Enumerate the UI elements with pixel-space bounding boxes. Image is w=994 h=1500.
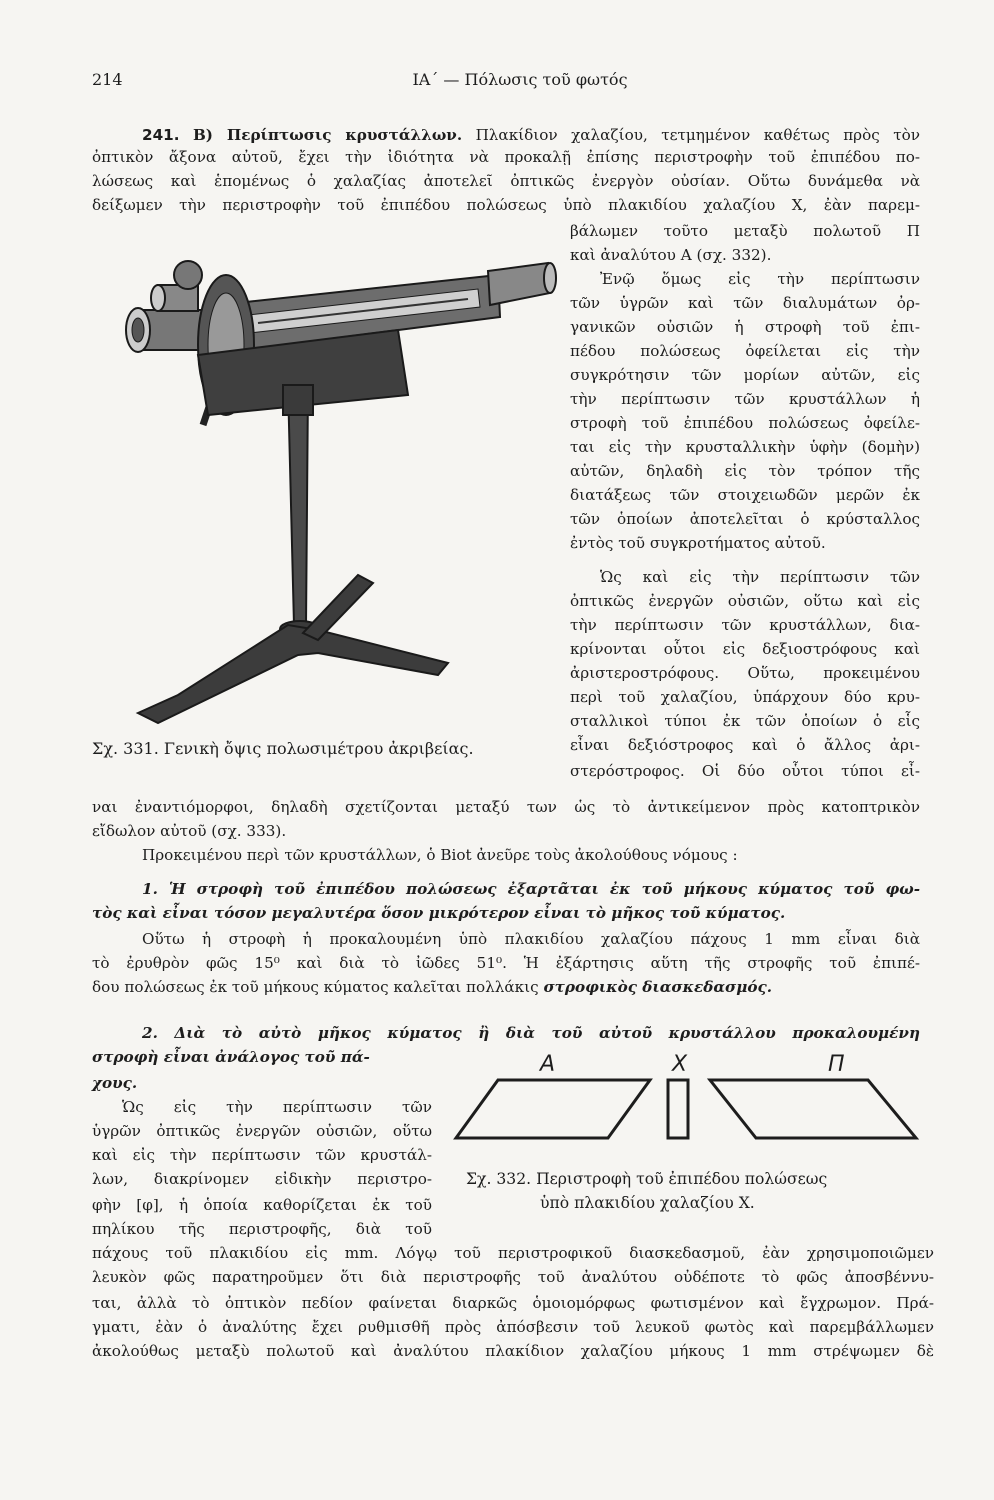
- body-line: δείξωμεν τὴν περιστροφὴν τοῦ ἐπιπέδου πολώσεως ὑπὸ πλακιδίου χαλαζίου Χ, ἐὰν παρεμ-: [92, 196, 920, 214]
- left-column-line: πηλίκου τῆς περιστροφῆς, διὰ τοῦ: [92, 1220, 432, 1238]
- law-2-heading-cont: στροφὴ εἶναι ἀνάλογος τοῦ πά-: [92, 1048, 370, 1066]
- body-line: λώσεως καὶ ἑπομένως ὁ χαλαζίας ἀποτελεῖ ὀπτικῶς ἐνεργὸν οὐσίαν. Οὕτω δυνάμεθα νὰ: [92, 172, 920, 190]
- right-column-line: πέδου πολώσεως ὀφείλεται εἰς τὴν: [570, 342, 920, 360]
- running-title: ΙΑ΄ — Πόλωσις τοῦ φωτός: [412, 70, 628, 89]
- right-column-line: περὶ τοῦ χαλαζίου, ὑπάρχουν δύο κρυ-: [570, 688, 920, 706]
- body-line: ται, ἀλλὰ τὸ ὀπτικὸν πεδίον φαίνεται διαρκῶς ὁμοιομόρφως φωτισμένον καὶ ἔγχρωμον. Πρά-: [92, 1294, 934, 1312]
- right-column-line: ἀριστεροστρόφους. Οὕτω, προκειμένου: [570, 664, 920, 682]
- left-column-line: καὶ εἰς τὴν περίπτωσιν τῶν κρυστάλ-: [92, 1146, 432, 1164]
- figure-332-caption: Σχ. 332. Περιστροφὴ τοῦ ἐπιπέδου πολώσεως: [466, 1170, 828, 1188]
- left-column-line: Ὡς εἰς τὴν περίπτωσιν τῶν: [122, 1098, 432, 1116]
- right-column-line: κρίνονται οὗτοι εἰς δεξιοστρόφους καὶ: [570, 640, 920, 658]
- objective-end: [488, 263, 550, 305]
- page-number: 214: [92, 70, 123, 89]
- right-column-line: γανικῶν οὐσιῶν ἡ στροφὴ τοῦ ἐπι-: [570, 318, 920, 336]
- polarimeter-figure: [98, 245, 568, 735]
- figure-332: [450, 1078, 930, 1148]
- analyzer-plate: [456, 1080, 650, 1138]
- right-column-line: τὴν περίπτωσιν τῶν κρυστάλλων ἡ: [570, 390, 920, 408]
- right-column-line: διατάξεως τῶν στοιχειωδῶν μερῶν ἐκ: [570, 486, 920, 504]
- left-column-line: ὑγρῶν ὀπτικῶς ἐνεργῶν οὐσιῶν, οὕτω: [92, 1122, 432, 1140]
- right-column-line: ται εἰς τὴν κρυσταλλικὴν ὑφὴν (δομὴν): [570, 438, 920, 456]
- law-2-heading: 2. Διὰ τὸ αὐτὸ μῆκος κύματος ἢ διὰ τοῦ αὐτοῦ κρυστάλλου προκαλουμένη: [142, 1024, 920, 1042]
- body-line: ἀκολούθως μεταξὺ πολωτοῦ καὶ ἀναλύτου πλακίδιον χαλαζίου μήκους 1 mm στρέψωμεν δὲ: [92, 1342, 934, 1360]
- right-column-line: αὐτῶν, δηλαδὴ εἰς τὸν τρόπον τῆς: [570, 462, 920, 480]
- right-column-line: σταλλικοὶ τύποι ἐκ τῶν ὁποίων ὁ εἷς: [570, 712, 920, 730]
- right-column-line: τῶν ὑγρῶν καὶ τῶν διαλυμάτων ὀρ-: [570, 294, 920, 312]
- right-column-line: καὶ ἀναλύτου Α (σχ. 332).: [570, 246, 772, 264]
- right-column-line: εἶναι δεξιόστροφος καὶ ὁ ἄλλος ἀρι-: [570, 736, 920, 754]
- body-line: πάχους τοῦ πλακιδίου εἰς mm. Λόγῳ τοῦ περιστροφικοῦ διασκεδασμοῦ, ἐὰν χρησιμοποιῶμεν: [92, 1244, 934, 1262]
- stand-column: [288, 385, 308, 625]
- polarizer-plate: [710, 1080, 916, 1138]
- left-column-line: λων, διακρίνομεν εἰδικὴν περιστρο-: [92, 1170, 432, 1188]
- label-polarizer: Π: [828, 1052, 845, 1077]
- right-column-line: τὴν περίπτωσιν τῶν κρυστάλλων, δια-: [570, 616, 920, 634]
- right-column-line: βάλωμεν τοῦτο μεταξὺ πολωτοῦ Π: [570, 222, 920, 240]
- right-column-line: Ἐνῷ ὅμως εἰς τὴν περίπτωσιν: [600, 270, 920, 288]
- left-column-line: φὴν [φ], ἡ ὁποία καθορίζεται ἐκ τοῦ: [92, 1196, 432, 1214]
- label-quartz: Χ: [672, 1052, 688, 1077]
- section-line1-text: Πλακίδιον χαλαζίου, τετμημένον καθέτως πρὸς τὸν: [475, 126, 920, 144]
- term-rotatory-dispersion: στροφικὸς διασκεδασμός.: [543, 978, 773, 996]
- tripod-base: [138, 625, 448, 723]
- figure-332-caption-cont: ὑπὸ πλακιδίου χαλαζίου Χ.: [540, 1194, 755, 1212]
- right-column-line: ἐντὸς τοῦ συγκροτήματος αὐτοῦ.: [570, 534, 826, 552]
- label-analyzer: Α: [540, 1052, 556, 1077]
- body-line: λευκὸν φῶς παρατηροῦμεν ὅτι διὰ περιστροφῆς τοῦ ἀναλύτου οὐδέποτε τὸ φῶς ἀποσβέννυ-: [92, 1268, 934, 1286]
- right-column-line: συγκρότησιν τῶν μορίων αὐτῶν, εἰς: [570, 366, 920, 384]
- section-heading-line: [142, 124, 920, 146]
- law-1-heading: 1. Ἡ στροφὴ τοῦ ἐπιπέδου πολώσεως ἐξαρτᾶται ἐκ τοῦ μήκους κύματος τοῦ φω-: [142, 880, 920, 898]
- body-line: εἴδωλον αὐτοῦ (σχ. 333).: [92, 822, 287, 840]
- section-number: 241.: [142, 126, 180, 144]
- law-2-heading-cont: χους.: [92, 1074, 138, 1092]
- right-column-line: τῶν ὁποίων ἀποτελεῖται ὁ κρύσταλλος: [570, 510, 920, 528]
- figure-331-caption: Σχ. 331. Γενικὴ ὄψις πολωσιμέτρου ἀκριβείας.: [92, 739, 474, 758]
- body-line: ναι ἐναντιόμορφοι, δηλαδὴ σχετίζονται μεταξύ των ὡς τὸ ἀντικείμενον πρὸς κατοπτρικὸν: [92, 798, 920, 816]
- body-line: Οὕτω ἡ στροφὴ ἡ προκαλουμένη ὑπὸ πλακιδίου χαλαζίου πάχους 1 mm εἶναι διὰ: [142, 930, 920, 948]
- law-1-last-text: δου πολώσεως ἐκ τοῦ μήκους κύματος καλεῖται πολλάκις: [92, 978, 539, 996]
- right-column-line: Ὡς καὶ εἰς τὴν περίπτωσιν τῶν: [600, 568, 920, 586]
- quartz-plate: [668, 1080, 688, 1138]
- body-line: γματι, ἐὰν ὁ ἀναλύτης ἔχει ρυθμισθῆ πρὸς ἀπόσβεσιν τοῦ λευκοῦ φωτὸς καὶ παρεμβάλλωμεν: [92, 1318, 934, 1336]
- body-line: Προκειμένου περὶ τῶν κρυστάλλων, ὁ Biot ἀνεῦρε τοὺς ἀκολούθους νόμους :: [142, 846, 738, 864]
- right-column-line: ὀπτικῶς ἐνεργῶν οὐσιῶν, οὕτω καὶ εἰς: [570, 592, 920, 610]
- law-1-heading-cont: τὸς καὶ εἶναι τόσον μεγαλυτέρα ὅσον μικρότερον εἶναι τὸ μῆκος τοῦ κύματος.: [92, 904, 786, 922]
- right-column-line: στερόστροφος. Οἱ δύο οὗτοι τύποι εἶ-: [570, 762, 920, 780]
- body-line: [92, 976, 772, 998]
- body-line: ὀπτικὸν ἄξονα αὐτοῦ, ἔχει τὴν ἰδιότητα νὰ προκαλῇ ἐπίσης περιστροφὴν τοῦ ἐπιπέδου πο-: [92, 148, 920, 166]
- right-column-line: στροφὴ τοῦ ἐπιπέδου πολώσεως ὀφείλε-: [570, 414, 920, 432]
- section-title: Β) Περίπτωσις κρυστάλλων.: [192, 126, 463, 144]
- body-line: τὸ ἐρυθρὸν φῶς 15⁰ καὶ διὰ τὸ ἰῶδες 51⁰. Ἡ ἐξάρτησις αὕτη τῆς στροφῆς τοῦ ἐπιπέ-: [92, 954, 920, 972]
